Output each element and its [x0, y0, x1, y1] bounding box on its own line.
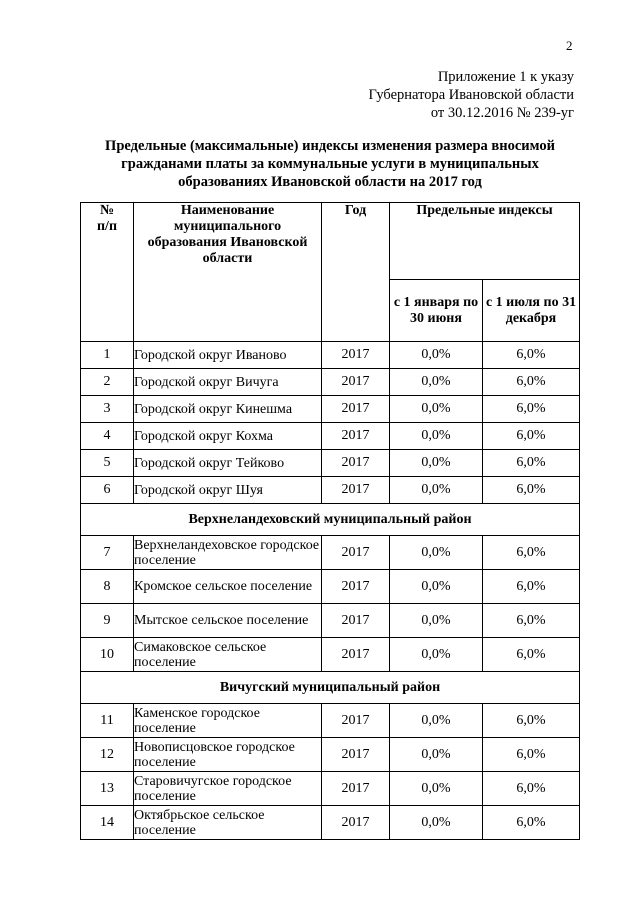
table-row	[81, 477, 580, 504]
table-row	[81, 738, 580, 772]
row-index-jul-dec: 6,0%	[483, 638, 580, 672]
row-number: 14	[81, 806, 134, 840]
row-number: 6	[81, 477, 134, 504]
row-index-jan-jun: 0,0%	[390, 638, 483, 672]
page-number: 2	[566, 38, 573, 53]
header-number-line: №	[99, 203, 115, 218]
row-index-jul-dec: 6,0%	[483, 450, 580, 477]
table-row	[81, 704, 580, 738]
row-municipality-name: Мытское сельское поселение	[134, 604, 322, 638]
row-index-jul-dec: 6,0%	[483, 704, 580, 738]
appendix-line: Приложение 1 к указу	[437, 69, 574, 85]
row-index-jul-dec: 6,0%	[483, 536, 580, 570]
row-municipality-name: Октябрьское сельское поселение	[134, 806, 322, 840]
row-municipality-name: Новописцовское городское поселение	[134, 738, 322, 772]
row-year: 2017	[322, 423, 390, 450]
row-index-jan-jun: 0,0%	[390, 450, 483, 477]
row-number: 8	[81, 570, 134, 604]
row-year: 2017	[322, 604, 390, 638]
row-index-jan-jun: 0,0%	[390, 604, 483, 638]
row-index-jan-jun: 0,0%	[390, 536, 483, 570]
row-index-jan-jun: 0,0%	[390, 342, 483, 369]
indices-table	[80, 202, 580, 840]
row-municipality-name: Каменское городское поселение	[134, 704, 322, 738]
section-title: Верхнеландеховский муниципальный район	[81, 504, 580, 536]
row-number: 4	[81, 423, 134, 450]
row-year: 2017	[322, 369, 390, 396]
row-index-jan-jun: 0,0%	[390, 772, 483, 806]
header-period-2: с 1 июля по 31 декабря	[483, 280, 580, 342]
row-index-jul-dec: 6,0%	[483, 772, 580, 806]
row-year: 2017	[322, 638, 390, 672]
title-line: гражданами платы за коммунальные услуги в муниципальных	[121, 156, 539, 172]
table-body-section-1	[81, 536, 580, 672]
row-municipality-name: Старовичугское городское поселение	[134, 772, 322, 806]
table-row	[81, 772, 580, 806]
section-title: Вичугский муниципальный район	[81, 672, 580, 704]
appendix-reference	[274, 68, 574, 122]
row-index-jul-dec: 6,0%	[483, 570, 580, 604]
table-body-section-2	[81, 704, 580, 840]
row-index-jan-jun: 0,0%	[390, 369, 483, 396]
row-municipality-name: Городской округ Кохма	[134, 423, 322, 450]
row-index-jan-jun: 0,0%	[390, 806, 483, 840]
row-municipality-name: Городской округ Кинешма	[134, 396, 322, 423]
row-municipality-name: Симаковское сельское поселение	[134, 638, 322, 672]
row-index-jul-dec: 6,0%	[483, 369, 580, 396]
row-index-jan-jun: 0,0%	[390, 396, 483, 423]
row-index-jul-dec: 6,0%	[483, 423, 580, 450]
row-index-jan-jun: 0,0%	[390, 423, 483, 450]
row-municipality-name: Верхнеландеховское городское поселение	[134, 536, 322, 570]
row-number: 1	[81, 342, 134, 369]
row-number: 10	[81, 638, 134, 672]
row-year: 2017	[322, 704, 390, 738]
appendix-line: от 30.12.2016 № 239-уг	[430, 105, 574, 121]
header-period-1: с 1 января по 30 июня	[390, 280, 483, 342]
table-body-cities	[81, 342, 580, 504]
table-row	[81, 396, 580, 423]
header-year: Год	[322, 203, 390, 342]
header-name: Наименование муниципального образования Ивановской области	[134, 203, 322, 342]
table-row	[81, 570, 580, 604]
table-row	[81, 536, 580, 570]
title-line: Предельные (максимальные) индексы изменения размера вносимой	[105, 138, 555, 154]
row-year: 2017	[322, 806, 390, 840]
row-year: 2017	[322, 342, 390, 369]
row-municipality-name: Городской округ Иваново	[134, 342, 322, 369]
row-index-jan-jun: 0,0%	[390, 704, 483, 738]
header-number-line: п/п	[96, 219, 118, 234]
row-index-jan-jun: 0,0%	[390, 738, 483, 772]
row-year: 2017	[322, 450, 390, 477]
header-indices: Предельные индексы	[390, 203, 580, 280]
table-row	[81, 638, 580, 672]
document-title	[80, 137, 580, 191]
row-number: 5	[81, 450, 134, 477]
table-row	[81, 604, 580, 638]
row-municipality-name: Кромское сельское поселение	[134, 570, 322, 604]
table-row	[81, 806, 580, 840]
row-number: 13	[81, 772, 134, 806]
table-row	[81, 423, 580, 450]
row-municipality-name: Городской округ Вичуга	[134, 369, 322, 396]
row-index-jul-dec: 6,0%	[483, 604, 580, 638]
row-index-jan-jun: 0,0%	[390, 570, 483, 604]
row-number: 9	[81, 604, 134, 638]
row-year: 2017	[322, 396, 390, 423]
appendix-line: Губернатора Ивановской области	[368, 87, 574, 103]
row-index-jan-jun: 0,0%	[390, 477, 483, 504]
row-number: 2	[81, 369, 134, 396]
table-row	[81, 342, 580, 369]
row-index-jul-dec: 6,0%	[483, 806, 580, 840]
row-year: 2017	[322, 536, 390, 570]
row-year: 2017	[322, 477, 390, 504]
row-year: 2017	[322, 738, 390, 772]
row-index-jul-dec: 6,0%	[483, 477, 580, 504]
row-number: 7	[81, 536, 134, 570]
title-line: образованиях Ивановской области на 2017 год	[178, 174, 482, 190]
row-municipality-name: Городской округ Шуя	[134, 477, 322, 504]
row-number: 12	[81, 738, 134, 772]
row-year: 2017	[322, 772, 390, 806]
row-number: 3	[81, 396, 134, 423]
row-year: 2017	[322, 570, 390, 604]
row-index-jul-dec: 6,0%	[483, 396, 580, 423]
row-municipality-name: Городской округ Тейково	[134, 450, 322, 477]
table-row	[81, 450, 580, 477]
row-number: 11	[81, 704, 134, 738]
table-row	[81, 369, 580, 396]
row-index-jul-dec: 6,0%	[483, 342, 580, 369]
header-number	[81, 203, 134, 342]
row-index-jul-dec: 6,0%	[483, 738, 580, 772]
